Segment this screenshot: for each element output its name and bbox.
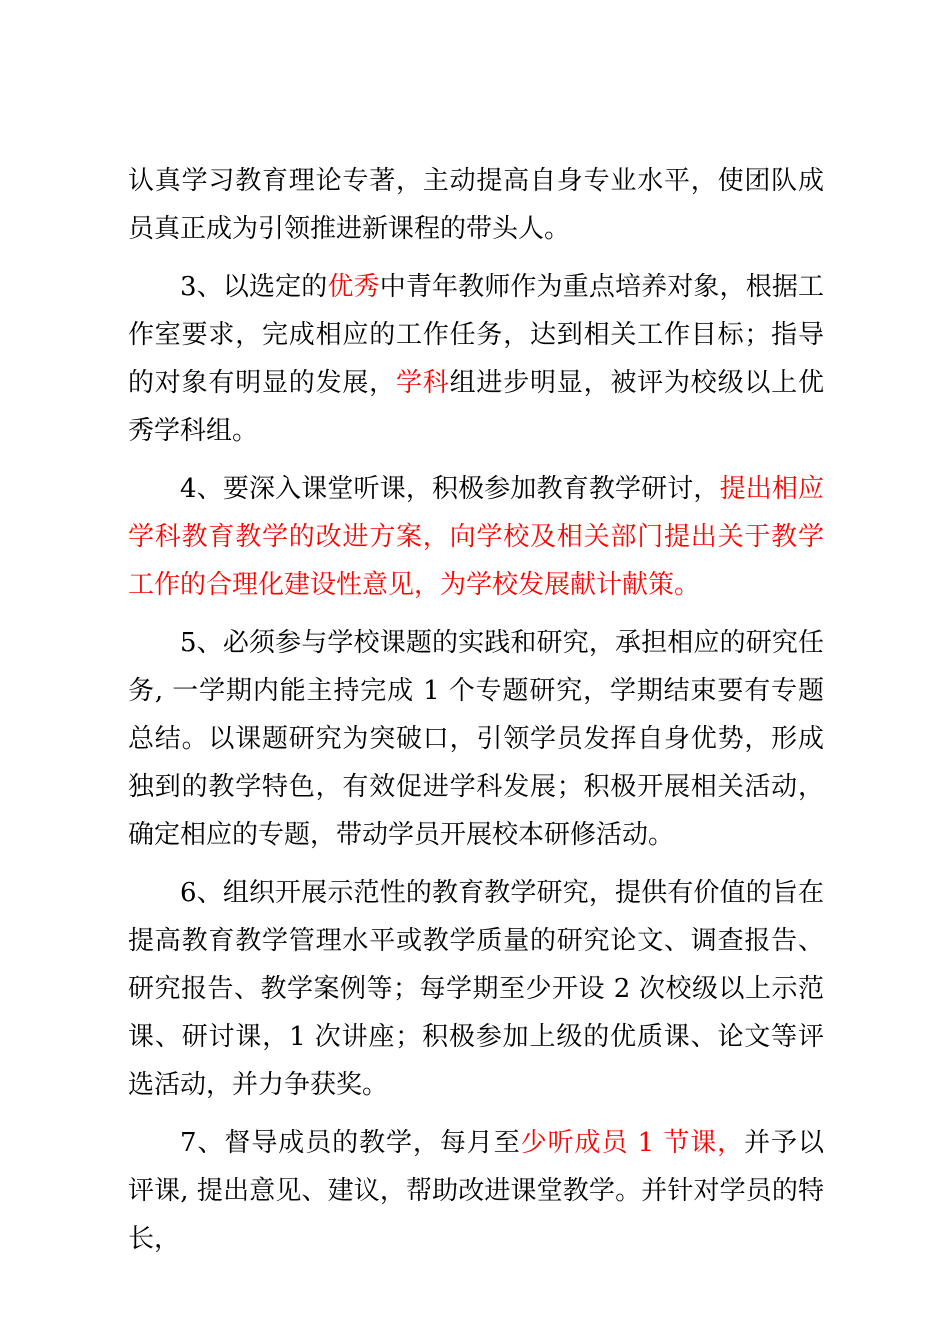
- highlighted-text: 提出相应学科教育教学的改进方案，向学校及相关部门提出关于教学工作的合理化建设性意见，为学校发展献计献策。: [128, 474, 824, 600]
- text-segment: 6、组织开展示范性的教育教学研究，提供有价值的旨在提高教育教学管理水平或教学质量的研究论文、调查报告、研究报告、教学案例等；每学期至少开设 2 次校级以上示范课、研讨课，1 次讲座；积极参加上级的优质课、论文等评选活动，并力争获奖。: [128, 878, 824, 1100]
- text-segment: 5、必须参与学校课题的实践和研究，承担相应的研究任务, 一学期内能主持完成 1 个专题研究，学期结束要有专题总结。以课题研究为突破口，引领学员发挥自身优势，形成独到的教学特色，有效促进学科发展；积极开展相关活动，确定相应的专题，带动学员开展校本研修活动。: [128, 628, 824, 850]
- paragraph-continuation: [128, 157, 824, 253]
- paragraph-item-5: [128, 619, 824, 859]
- text-segment: 中青年教师作为重点培养对象，根据工作室要求，完成相应的工作任务，达到相关工作目标；指导的对象有明显的发展，: [128, 272, 824, 398]
- paragraph-item-3: [128, 263, 824, 455]
- highlighted-text: 少听成员 1 节课，: [520, 1128, 745, 1158]
- paragraph-item-4: [128, 465, 824, 609]
- text-segment: 3、以选定的: [180, 272, 328, 302]
- text-segment: 组进步明显，被评为校级以上优秀学科组。: [128, 368, 824, 446]
- paragraph-item-6: [128, 869, 824, 1109]
- document-body: [128, 157, 824, 1273]
- highlighted-text: 学科: [395, 368, 450, 398]
- text-segment: 并予以评课, 提出意见、建议，帮助改进课堂教学。并针对学员的特长，: [128, 1128, 824, 1254]
- text-segment: 认真学习教育理论专著，主动提高自身专业水平，使团队成员真正成为引领推进新课程的带头人。: [128, 166, 824, 244]
- text-segment: 7、督导成员的教学，每月至: [180, 1128, 521, 1158]
- highlighted-text: 优秀: [327, 272, 380, 302]
- paragraph-item-7: [128, 1119, 824, 1263]
- text-segment: 4、要深入课堂听课，积极参加教育教学研讨，: [180, 474, 720, 504]
